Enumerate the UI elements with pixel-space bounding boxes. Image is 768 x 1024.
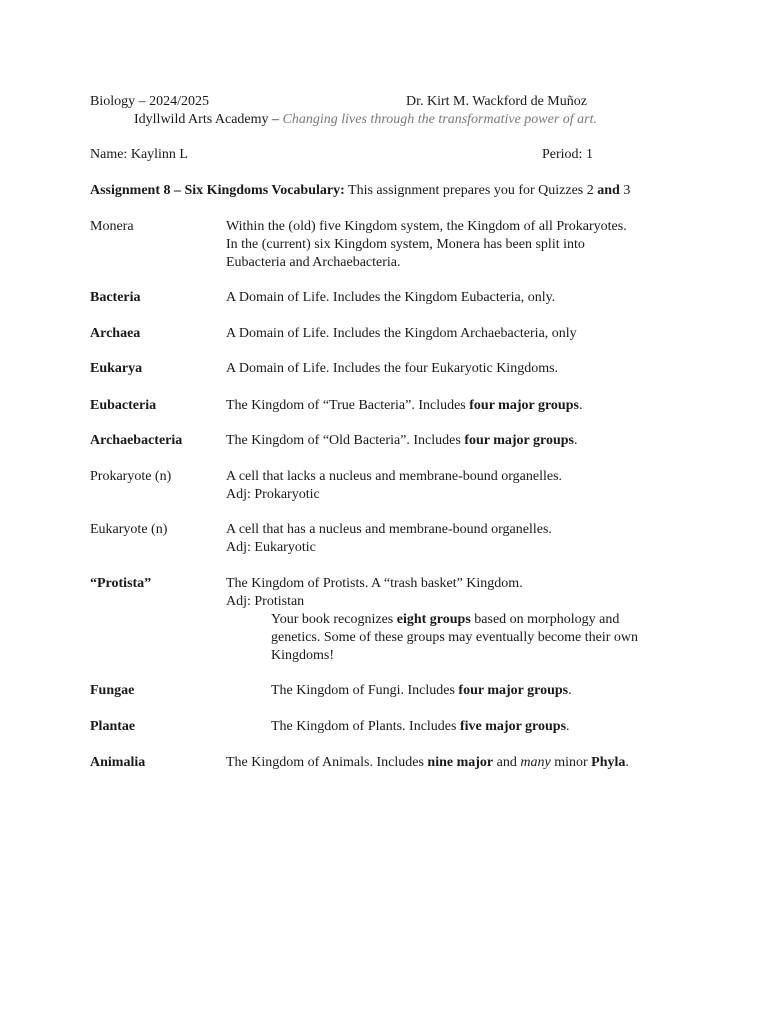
def-eubacteria-end: .	[578, 398, 583, 413]
def-archaebacteria-end: .	[574, 433, 578, 448]
term-eubacteria: Eubacteria	[90, 398, 157, 413]
def-eubacteria-emph: four major groups	[469, 398, 579, 413]
def-monera-line1: Within the (old) five Kingdom system, the Kingdom of all Prokaryotes.	[226, 219, 627, 234]
def-fungae-text: The Kingdom of Fungi. Includes	[271, 683, 459, 698]
def-plantae-end: .	[566, 719, 570, 734]
assignment-line	[90, 182, 630, 200]
term-eukarya: Eukarya	[90, 361, 143, 376]
def-animalia-phyla: Phyla	[591, 755, 626, 770]
school-motto: Changing lives through the transformative power of art.	[282, 112, 598, 127]
adj-eukaryote: Adj: Eukaryotic	[226, 540, 316, 555]
def-animalia-minor: minor	[550, 755, 592, 770]
def-fungae	[271, 682, 572, 700]
term-animalia: Animalia	[90, 755, 146, 770]
assignment-desc-end: 3	[619, 183, 631, 198]
note-protista-line3: Kingdoms!	[271, 648, 334, 663]
def-archaebacteria-text: The Kingdom of “Old Bacteria”. Includes	[226, 433, 465, 448]
name-line	[90, 146, 188, 164]
note-protista-line1	[271, 611, 619, 629]
name-label: Name:	[90, 147, 128, 162]
term-bacteria: Bacteria	[90, 290, 141, 305]
term-protista: “Protista”	[90, 576, 152, 591]
def-archaebacteria	[226, 432, 578, 450]
assignment-and: and	[597, 183, 620, 198]
term-prokaryote: Prokaryote (n)	[90, 469, 172, 484]
def-animalia-end: .	[625, 755, 629, 770]
note-protista-line2: genetics. Some of these groups may eventually become their own	[271, 630, 639, 645]
def-bacteria: A Domain of Life. Includes the Kingdom Eubacteria, only.	[226, 290, 556, 305]
def-animalia-many: many	[520, 755, 551, 770]
def-animalia-and: and	[493, 755, 521, 770]
period-label: Period:	[542, 147, 583, 162]
student-name: Kaylinn L	[130, 147, 188, 162]
adj-protista: Adj: Protistan	[226, 594, 305, 609]
teacher-name: Dr. Kirt M. Wackford de Muñoz	[406, 94, 587, 109]
def-eubacteria-text: The Kingdom of “True Bacteria”. Includes	[226, 398, 470, 413]
def-animalia-text: The Kingdom of Animals. Includes	[226, 755, 428, 770]
assignment-title: Assignment 8 – Six Kingdoms Vocabulary:	[90, 183, 345, 198]
term-archaebacteria: Archaebacteria	[90, 433, 183, 448]
term-eukaryote: Eukaryote (n)	[90, 522, 168, 537]
adj-prokaryote: Adj: Prokaryotic	[226, 487, 320, 502]
def-animalia	[226, 754, 629, 772]
def-animalia-emph: nine major	[427, 755, 494, 770]
note-protista-text-end: based on morphology and	[470, 612, 620, 627]
term-archaea: Archaea	[90, 326, 141, 341]
period-value: 1	[585, 147, 593, 162]
def-monera-line3: Eubacteria and Archaebacteria.	[226, 255, 401, 270]
note-protista-text: Your book recognizes	[271, 612, 397, 627]
period-line	[542, 146, 593, 164]
def-eukarya: A Domain of Life. Includes the four Eukaryotic Kingdoms.	[226, 361, 559, 376]
def-fungae-emph: four major groups	[458, 683, 569, 698]
def-plantae	[271, 718, 570, 736]
school-line	[134, 111, 597, 129]
assignment-desc: This assignment prepares you for Quizzes 2	[344, 183, 598, 198]
def-plantae-text: The Kingdom of Plants. Includes	[271, 719, 460, 734]
def-prokaryote: A cell that lacks a nucleus and membrane-bound organelles.	[226, 469, 563, 484]
term-monera: Monera	[90, 219, 134, 234]
def-plantae-emph: five major groups	[459, 719, 567, 734]
def-monera-line2: In the (current) six Kingdom system, Monera has been split into	[226, 237, 585, 252]
def-protista: The Kingdom of Protists. A “trash basket” Kingdom.	[226, 576, 523, 591]
def-fungae-end: .	[568, 683, 572, 698]
course-title: Biology – 2024/2025	[90, 94, 210, 109]
def-archaea: A Domain of Life. Includes the Kingdom Archaebacteria, only	[226, 326, 577, 341]
term-fungae: Fungae	[90, 683, 135, 698]
school-name: Idyllwild Arts Academy –	[134, 112, 283, 127]
term-plantae: Plantae	[90, 719, 136, 734]
note-protista-emph: eight groups	[396, 612, 471, 627]
def-eukaryote: A cell that has a nucleus and membrane-bound organelles.	[226, 522, 552, 537]
def-eubacteria	[226, 397, 582, 415]
def-archaebacteria-emph: four major groups	[464, 433, 574, 448]
